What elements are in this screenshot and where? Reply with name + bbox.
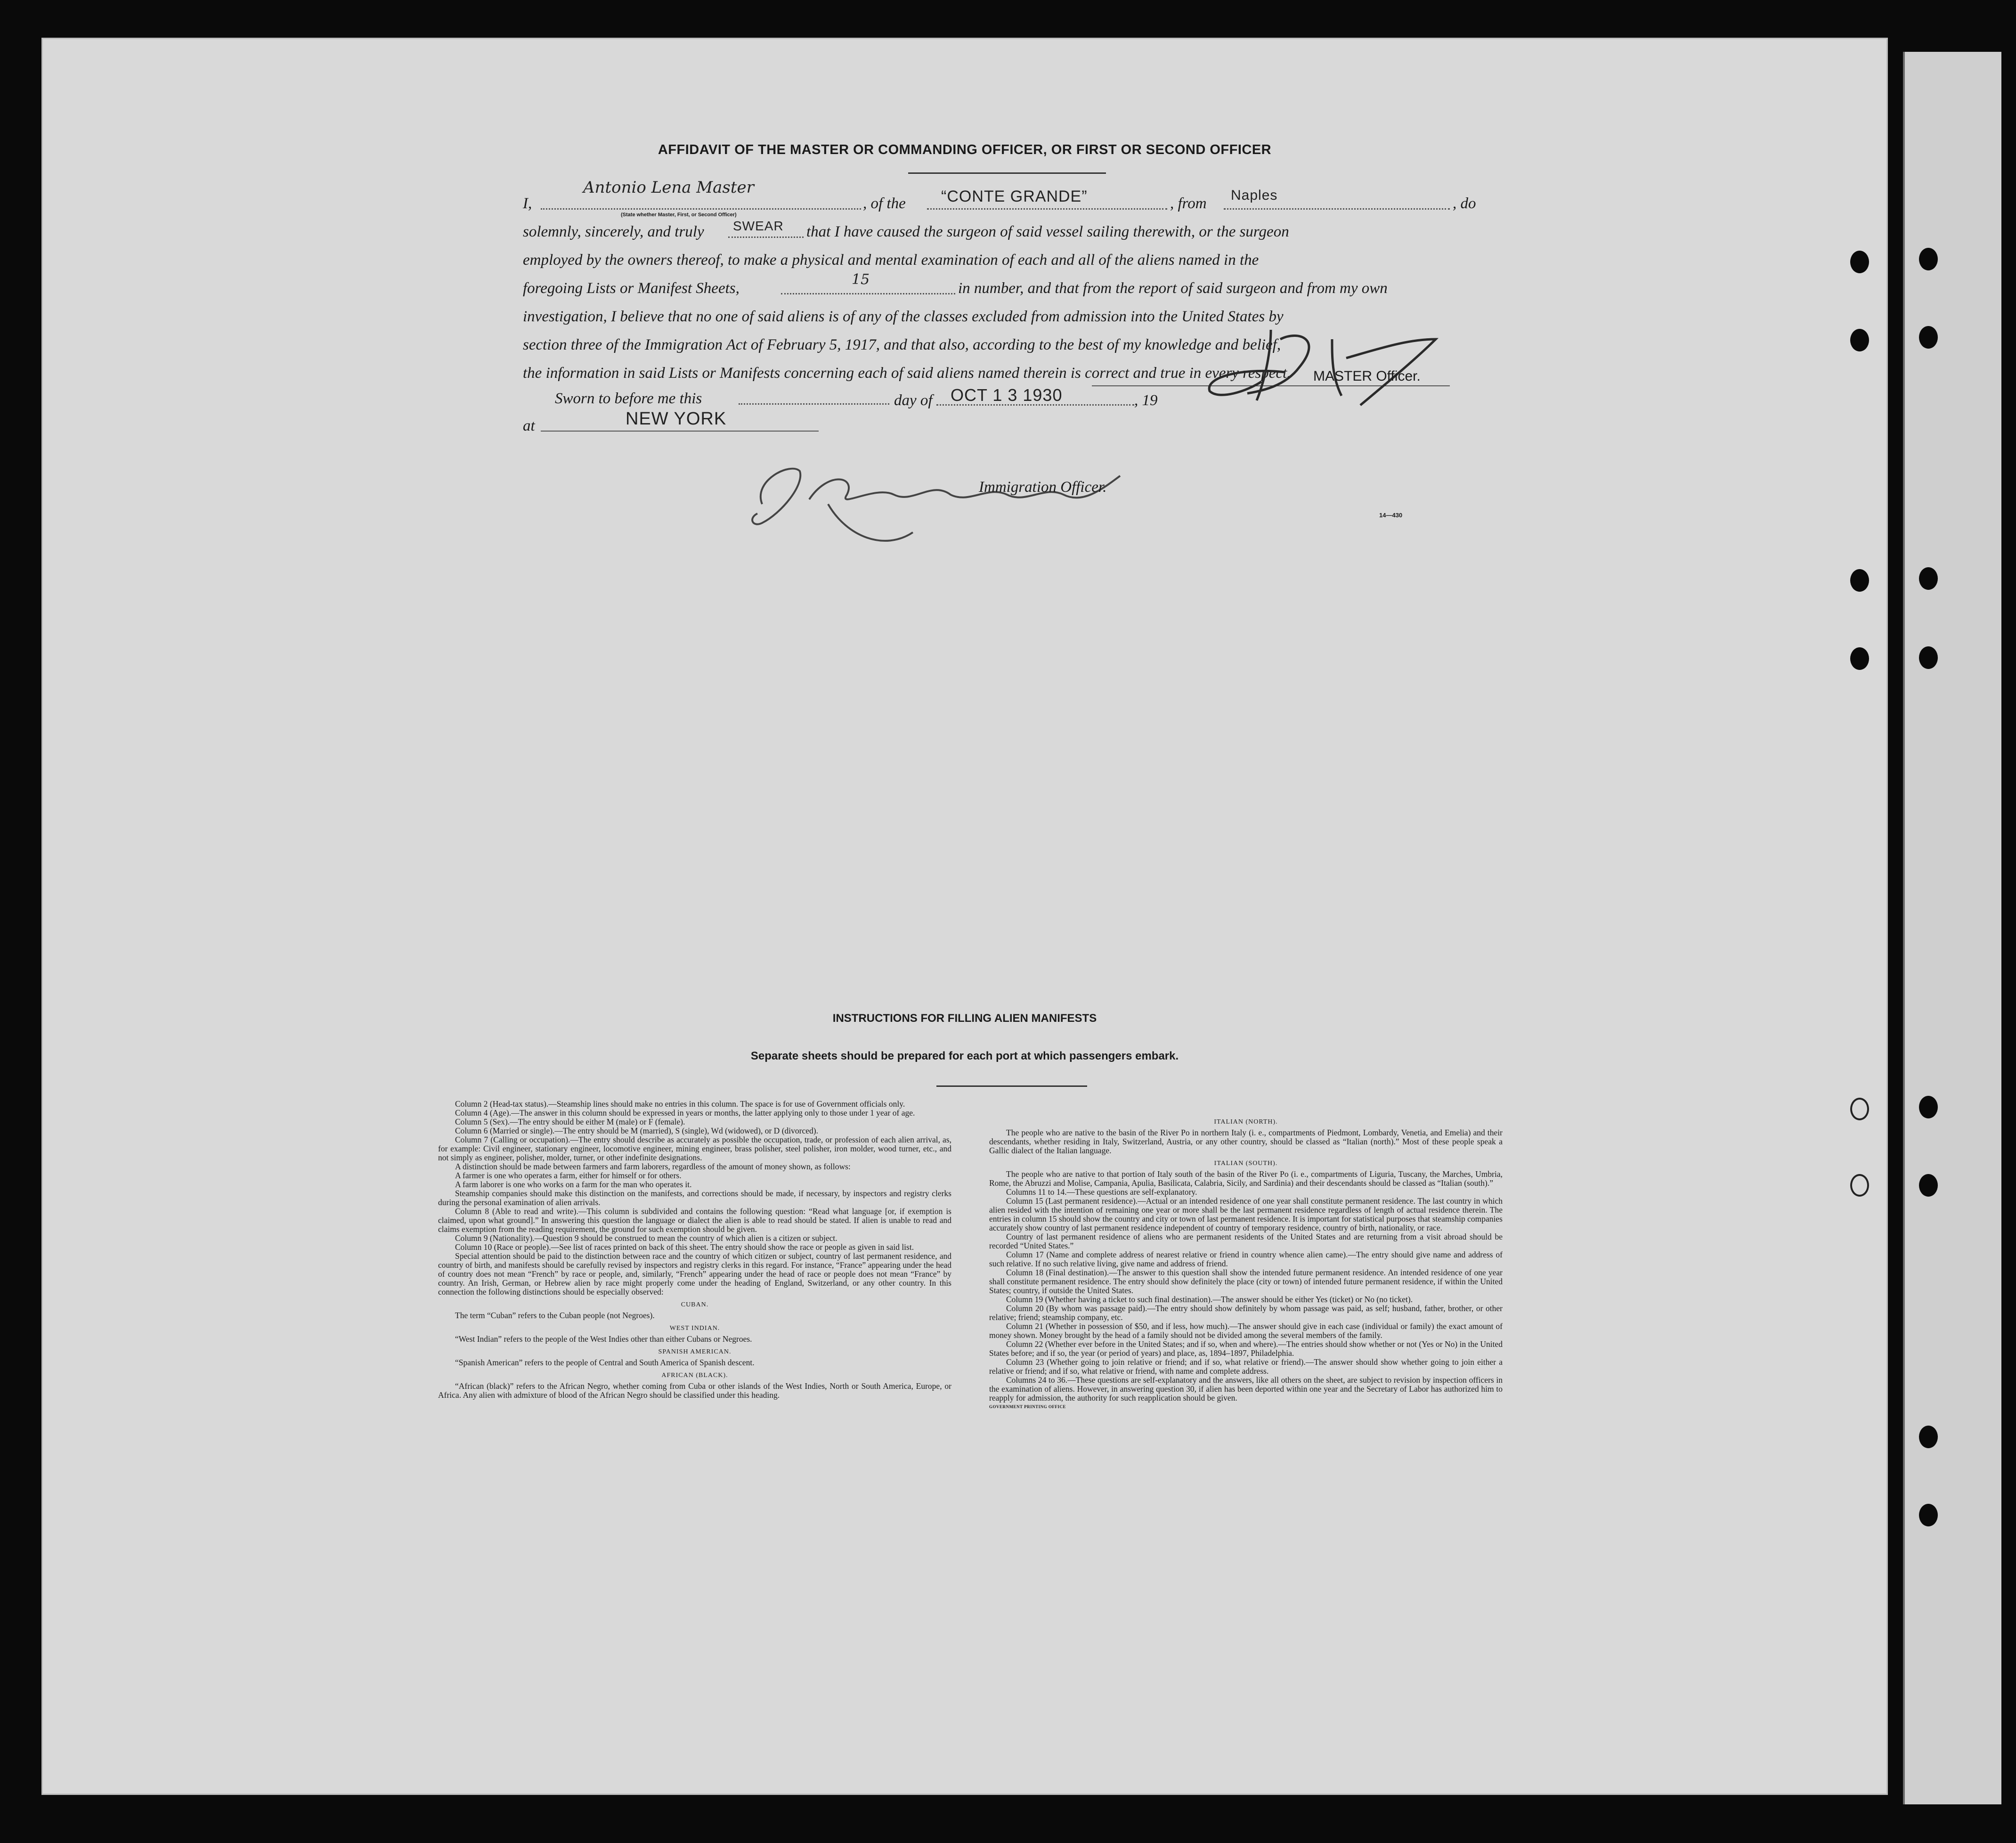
inst-left-7: A farm laborer is one who works on a farm for the man who operates it. <box>455 1180 692 1189</box>
binder-hole <box>1850 1098 1869 1120</box>
inst-left-6: A farmer is one who operates a farm, either for himself or for others. <box>455 1171 682 1180</box>
adjacent-page-strip <box>1903 52 2001 1804</box>
inst-right-6: Country of last permanent residence of aliens who are permanent residents of the United States and are returning from a visit abroad should be recorded “United States.” <box>989 1232 1503 1250</box>
sheet-count-line <box>781 293 955 294</box>
vessel-name: “CONTE GRANDE” <box>941 188 1088 205</box>
instructions-right-column <box>989 1114 1503 1411</box>
binder-hole <box>1850 569 1869 592</box>
officer-note: (State whether Master, First, or Second Officer) <box>621 212 737 218</box>
inst-right-10: Column 20 (By whom was passage paid).—The entry should show definitely by whom passage was paid, as self; husband, father, brother, or other relative; friend; steamship company, etc. <box>989 1304 1503 1322</box>
inst-left-11: Column 10 (Race or people).—See list of races printed on back of this sheet. The entry should show the race or people as given in said list. <box>455 1242 914 1252</box>
from-port: Naples <box>1231 188 1278 203</box>
inst-left-1: Column 4 (Age).—The answer in this column should be expressed in years or months, the latter applying only to those under 1 year of age. <box>455 1108 915 1117</box>
inst-left-4: Column 7 (Calling or occupation).—The entry should describe as accurately as possible the occupation, trade, or profession of each alien arrival, as, for example: Civil engineer, stationary engineer, locomotive engineer, mining engineer, brass polisher, steel polisher, iron molder, wood turner, etc., and not simply as engineer, polisher, molder, turner, or other indefinite designations. <box>438 1135 951 1162</box>
affidavit-line-2b: that I have caused the surgeon of said vessel sailing therewith, or the surgeon <box>806 223 1289 240</box>
affidavit-line-5: investigation, I believe that no one of said aliens is of any of the classes excluded from admission into the United States by <box>523 308 1284 325</box>
label-from: , from <box>1170 195 1207 212</box>
binder-hole <box>1919 1096 1938 1118</box>
place-line <box>541 431 819 432</box>
sworn-day-line <box>739 403 889 405</box>
signature-label: MASTER Officer. <box>1313 368 1421 384</box>
affidavit-title: AFFIDAVIT OF THE MASTER OR COMMANDING OFFICER, OR FIRST OR SECOND OFFICER <box>658 142 1272 157</box>
inst-left-16: “West Indian” refers to the people of the West Indies other than either Cubans or Negroes. <box>455 1334 752 1344</box>
affidavit-line-7: the information in said Lists or Manifests concerning each of said aliens named therein is correct and true in every respect. <box>523 365 1291 382</box>
date-stamp: OCT 1 3 1930 <box>951 385 1063 405</box>
at-label: at <box>523 417 535 434</box>
binder-hole <box>1919 646 1938 669</box>
inst-right-7: Column 17 (Name and complete address of nearest relative or friend in country whence alien came).—The entry should give name and address of such relative. If no such relative living, give name and address of friend. <box>989 1250 1503 1268</box>
inst-right-14: Columns 24 to 36.—These questions are self-explanatory and the answers, like all others on the sheet, are subject to revision by inspection officers in the examination of aliens. However, in answering question 30, if alien has been deported within one year and the Secretary of Labor has authorized him to reapply for admission, the authority for such reapplication should be given. <box>989 1375 1503 1403</box>
form-number: 14—430 <box>1379 512 1403 519</box>
title-rule <box>908 172 1106 174</box>
affidavit-line-3: employed by the owners thereof, to make a physical and mental examination of each and all of the aliens named in the <box>523 252 1259 269</box>
binder-hole <box>1850 647 1869 670</box>
oath-word: SWEAR <box>733 219 784 233</box>
inst-left-18: “Spanish American” refers to the people of Central and South America of Spanish descent. <box>455 1358 755 1367</box>
binder-hole <box>1919 1174 1938 1197</box>
inst-left-20: “African (black)” refers to the African Negro, whether coming from Cuba or other islands of the West Indies, North or South America, Europe, or Africa. Any alien with admixture of blood of the African Negro should be classified under this heading. <box>438 1381 951 1400</box>
inst-right-5: Column 15 (Last permanent residence).—Actual or an intended residence of one year shall constitute permanent residence. The last country in which alien resided with the intention of remaining one year or more shall be the last permanent residence regardless of length of actual residence therein. The entries in column 15 should show the country and city or town of last permanent residence. It is important for statistical purposes that steamship companies accurately show country of last permanent residence independent of country of temporary residence, country of birth, nationality, or race. <box>989 1196 1503 1232</box>
place: NEW YORK <box>626 409 727 429</box>
inst-left-heading-african: AFRICAN (BLACK). <box>661 1372 728 1379</box>
inst-left-10: Column 9 (Nationality).—Question 9 should be construed to mean the country of which alien is a citizen or subject. <box>455 1233 837 1243</box>
from-line <box>1224 208 1450 210</box>
inst-left-12: Special attention should be paid to the distinction between race and the country of which citizen or subject, country of last permanent residence, and country of birth, and manifests should be carefully revised by inspectors and registry clerks in this regard. For instance, “France” appearing under the head of country does not mean “French” by race or people, and, similarly, “French” appearing under the head of race or people does not mean “France” by country. An Irish, German, or Hebrew alien by race might properly come under the heading of England, Switzerland, or any other country. In this connection the following distinctions should be especially observed: <box>438 1251 951 1297</box>
binder-hole <box>1919 1426 1938 1448</box>
instructions-left-column <box>438 1100 951 1400</box>
inst-left-8: Steamship companies should make this distinction on the manifests, and corrections should be made, if necessary, by inspectors and registry clerks during the personal examination of alien arrivals. <box>438 1189 951 1207</box>
sworn-label: Sworn to before me this <box>555 390 702 407</box>
inst-right-4: Columns 11 to 14.—These questions are self-explanatory. <box>1006 1187 1197 1197</box>
binder-hole <box>1919 326 1938 349</box>
inst-right-heading-italian-south: ITALIAN (SOUTH). <box>1214 1160 1278 1167</box>
instructions-title: INSTRUCTIONS FOR FILLING ALIEN MANIFESTS <box>832 1012 1097 1025</box>
binder-hole <box>1850 329 1869 351</box>
sheet-count: 15 <box>852 271 870 288</box>
inst-right-11: Column 21 (Whether in possession of $50, and if less, how much).—The answer should give in each case (individual or family) the exact amount of money shown. Money brought by the head of a family should not be divided among the several members of the family. <box>989 1321 1503 1340</box>
binder-hole <box>1850 251 1869 273</box>
binder-hole <box>1919 1504 1938 1526</box>
inst-left-heading-spanish-american: SPANISH AMERICAN. <box>658 1348 732 1355</box>
affidavit-line-4a: foregoing Lists or Manifest Sheets, <box>523 280 740 297</box>
inst-left-heading-cuban: CUBAN. <box>681 1301 709 1308</box>
inst-left-3: Column 6 (Married or single).—The entry should be M (married), S (single), Wd (widowed), or D (divorced). <box>455 1126 818 1135</box>
inst-left-9: Column 8 (Able to read and write).—This column is subdivided and contains the following question: “Read what language [or, if exemption is claimed, upon what ground].” In answering this question the language or dialect the alien is able to read should be stated. If alien is unable to read and claims exemption from the reading requirement, the ground for such exemption should be given. <box>438 1207 951 1234</box>
manifest-page <box>41 38 1888 1795</box>
inst-right-1: The people who are native to the basin of the River Po in northern Italy (i. e., compartments of Piedmont, Lombardy, Venetia, and Emelia) and their descendants, whether residing in Italy, Switzerland, Austria, or any other country, should be classed as “Italian (north).” Most of these people speak a Gallic dialect of the Italian language. <box>989 1128 1503 1155</box>
label-do: , do <box>1453 195 1476 212</box>
printing-office-footer: GOVERNMENT PRINTING OFFICE <box>989 1404 1066 1409</box>
affidavit-line-4b: in number, and that from the report of said surgeon and from my own <box>958 280 1388 297</box>
officer-name-line <box>541 208 861 210</box>
oath-line <box>728 236 804 238</box>
inst-left-heading-west-indian: WEST INDIAN. <box>669 1325 720 1332</box>
vessel-line <box>927 208 1167 210</box>
affidavit-line-6: section three of the Immigration Act of February 5, 1917, and that also, according to the best of my knowledge and belief, <box>523 336 1281 353</box>
binder-hole <box>1850 1174 1869 1197</box>
instructions-rule <box>936 1085 1087 1087</box>
officer-name: Antonio Lena Master <box>583 178 754 197</box>
immigration-signature <box>734 443 1158 556</box>
affidavit-line-2a: solemnly, sincerely, and truly <box>523 223 704 240</box>
label-i: I, <box>523 195 532 212</box>
master-signature <box>1191 311 1483 415</box>
inst-left-2: Column 5 (Sex).—The entry should be either M (male) or F (female). <box>455 1117 685 1126</box>
inst-left-0: Column 2 (Head-tax status).—Steamship lines should make no entries in this column. The space is for use of Government officials only. <box>455 1099 905 1109</box>
inst-right-12: Column 22 (Whether ever before in the United States; and if so, when and where).—The entries should show whether or not (Yes or No) in the United States before; and if so, the year (or period of years) and place, as, 1894–1897, Philadelphia. <box>989 1339 1503 1358</box>
inst-left-5: A distinction should be made between farmers and farm laborers, regardless of the amount of money shown, as follows: <box>455 1162 851 1171</box>
inst-right-8: Column 18 (Final destination).—The answer to this question shall show the intended future permanent residence. An intended residence of one year shall constitute permanent residence. The entry should show definitely the place (city or town) of intended future permanent residence, if within the United States; country, if outside the United States. <box>989 1268 1503 1295</box>
inst-right-9: Column 19 (Whether having a ticket to such final destination).—The answer should be either Yes (ticket) or No (no ticket). <box>1006 1295 1413 1304</box>
inst-right-3: The people who are native to that portion of Italy south of the basin of the River Po (i. e., compartments of Liguria, Tuscany, the Marches, Umbria, Rome, the Abruzzi and Molise, Campania, Apulia, Basilicata, Calabria, Sicily, and Sardinia) and their descendants should be classed as “Italian (south).” <box>989 1169 1503 1188</box>
inst-right-13: Column 23 (Whether going to join relative or friend; and if so, what relative or friend).—The answer should show whether going to join either a relative or friend; and if so, what relative or friend, with name and complete address. <box>989 1357 1503 1376</box>
inst-right-heading-italian-north: ITALIAN (NORTH). <box>1214 1118 1278 1125</box>
binder-hole <box>1919 248 1938 270</box>
immigration-label: Immigration Officer. <box>979 479 1107 496</box>
year-prefix: , 19 <box>1134 392 1158 409</box>
inst-left-14: The term “Cuban” refers to the Cuban people (not Negroes). <box>455 1311 655 1320</box>
label-of-the: , of the <box>863 195 906 212</box>
instructions-subtitle: Separate sheets should be prepared for each port at which passengers embark. <box>750 1050 1179 1062</box>
day-of-label: day of <box>894 392 933 409</box>
binder-hole <box>1919 567 1938 590</box>
